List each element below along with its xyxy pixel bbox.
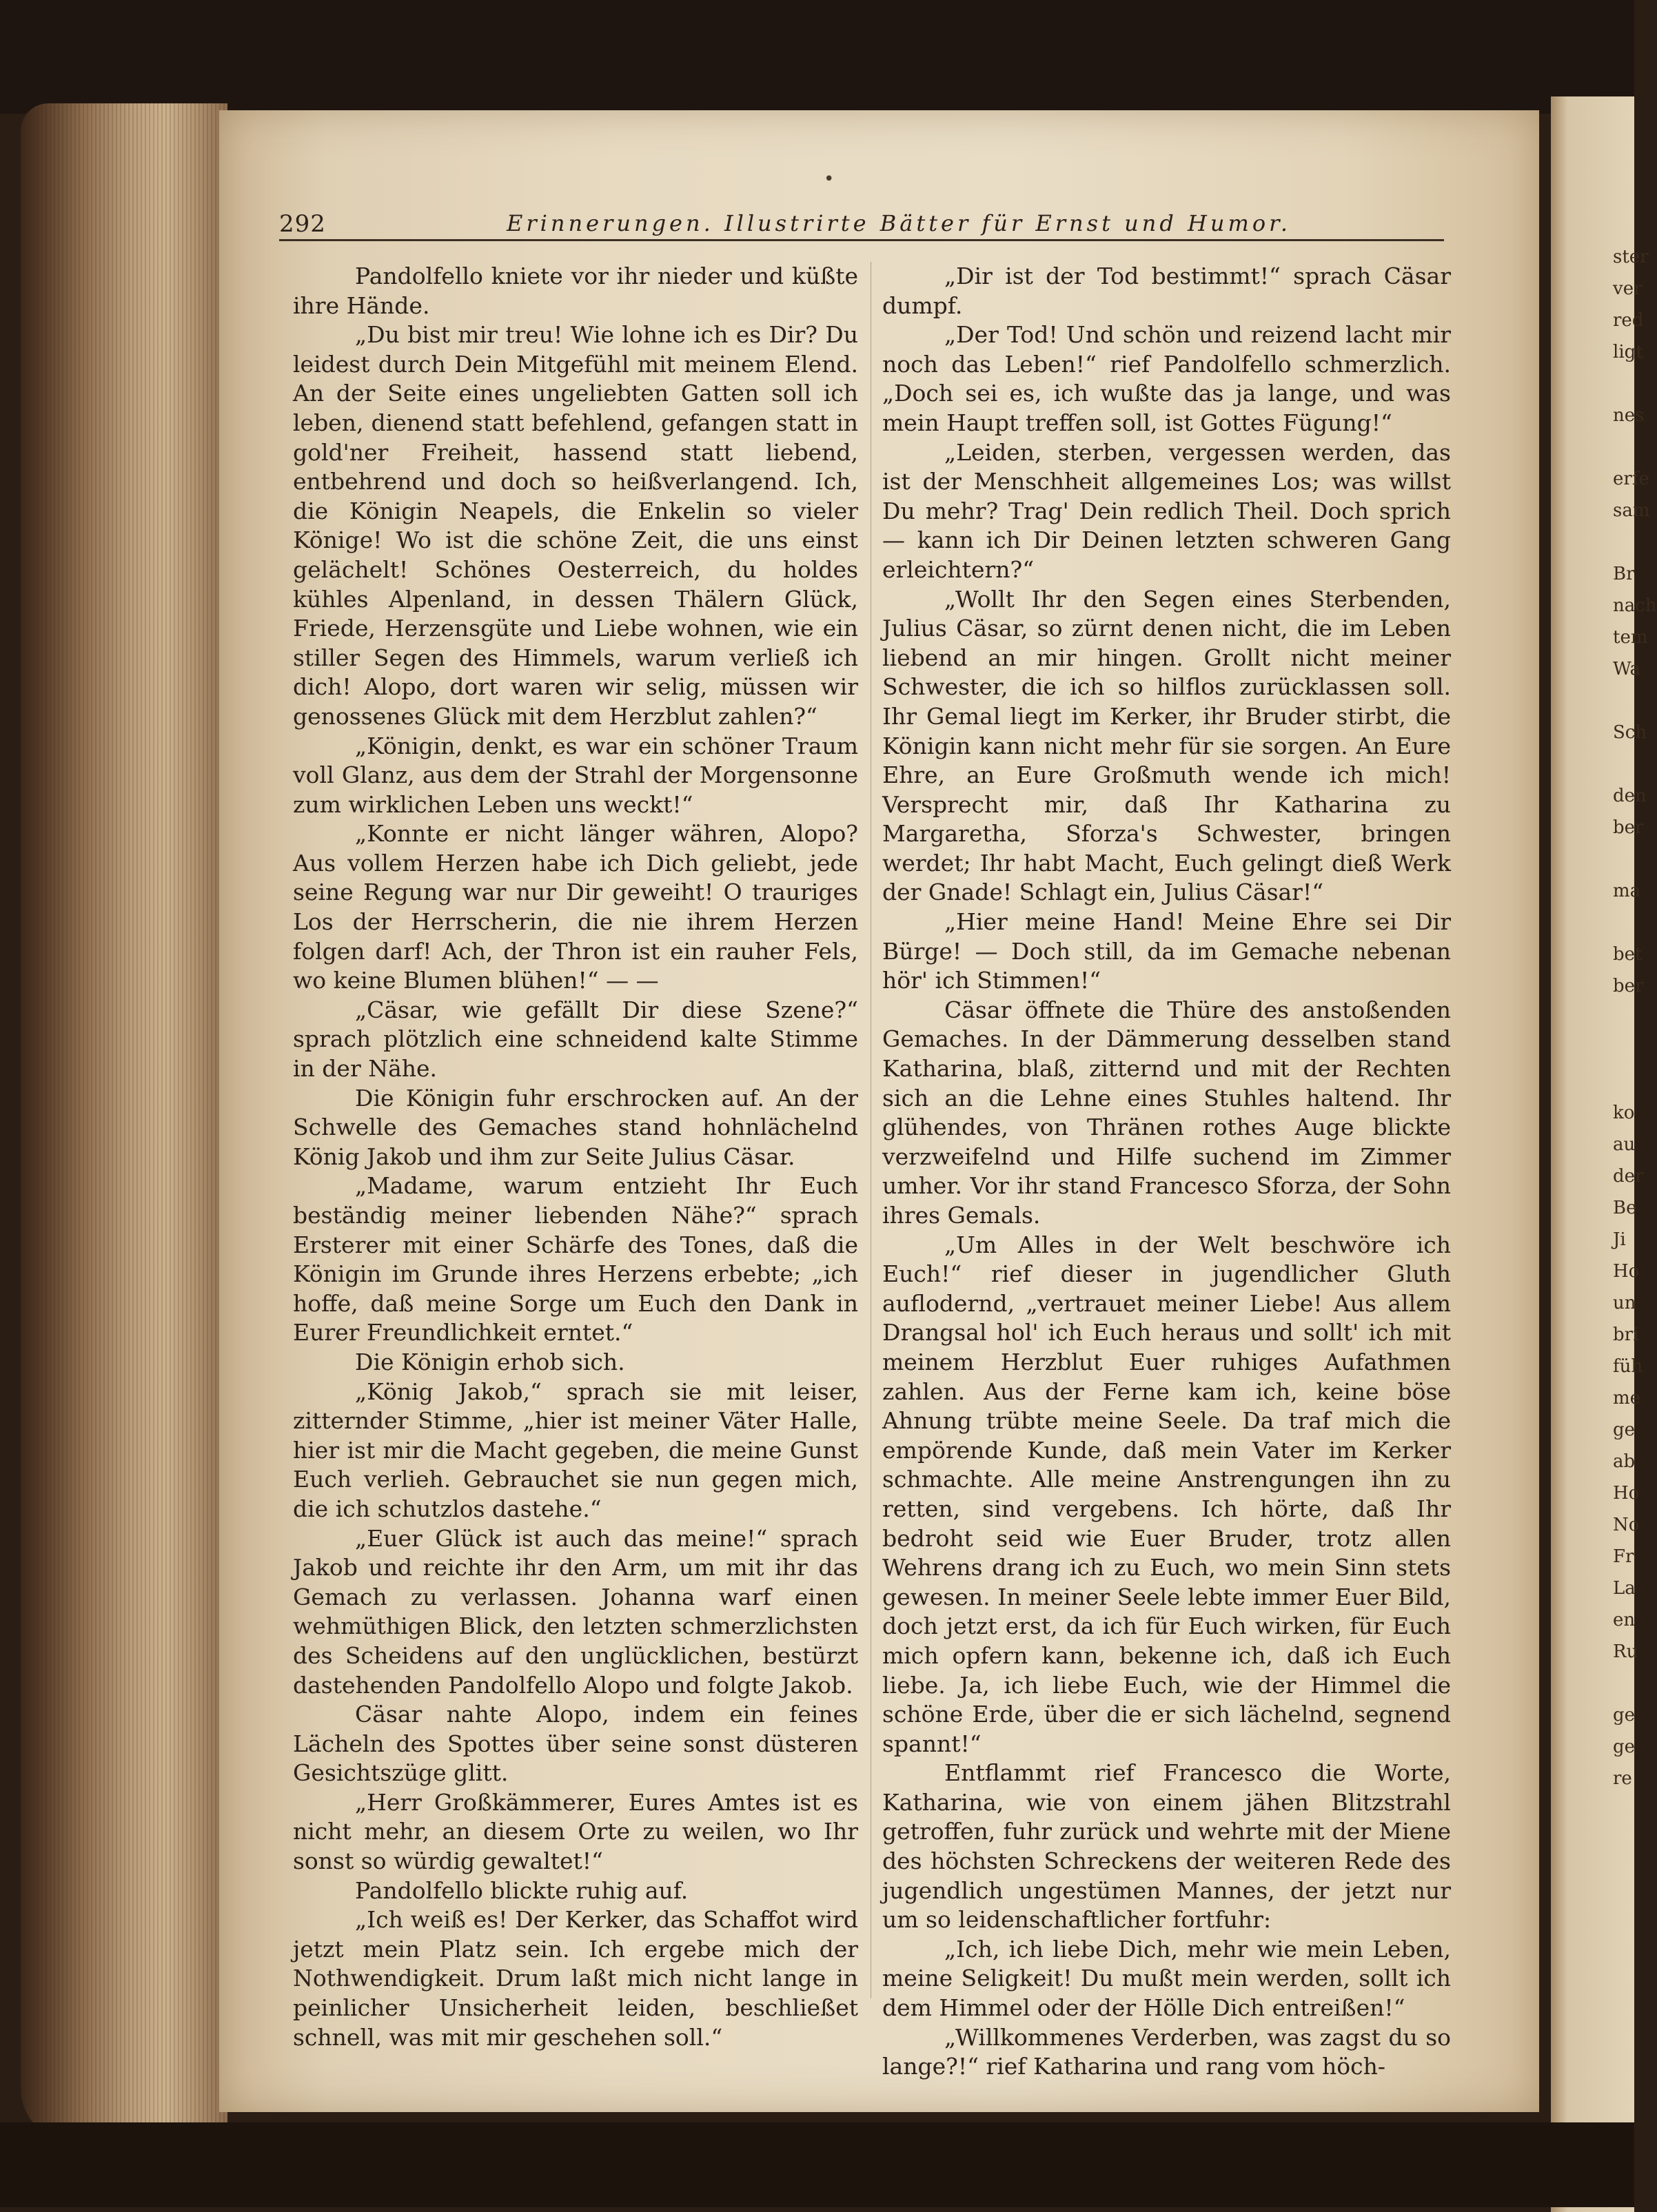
paragraph: „Madame, warum entzieht Ihr Euch beständig meiner liebenden Nähe?“ sprach Ersterer mit einer Schärfe des Tones, daß die Königin im Grunde ihres Herzens erbebte; „ich hoffe, daß meine Sorge um Euch den Dank in Eurer Freundlichkeit erntet.“: [293, 1172, 858, 1346]
next-page-fragment: Ho: [1613, 1261, 1640, 1282]
next-page-fragment: au: [1613, 1134, 1636, 1155]
paragraph: „Herr Großkämmerer, Eures Amtes ist es nicht mehr, an diesem Orte zu weilen, wo Ihr sonst so würdig gewaltet!“: [293, 1788, 858, 1875]
next-page-fragment: ge: [1613, 1420, 1636, 1440]
left-column: [293, 262, 858, 2052]
next-page-fragment: [1551, 1065, 1634, 1097]
paragraph: „Du bist mir treu! Wie lohne ich es Dir? Du leidest durch Dein Mitgefühl mit meinem Elend. An der Seite eines ungeliebten Gatten soll ich leben, dienend statt befehlend, gefangen statt in gold'ner Freiheit, hassend statt liebend, entbehrend und doch so heißverlangend. Ich, die Königin Neapels, die Enkelin so vieler Könige! Wo ist die schöne Zeit, die uns einst gelächelt! Schönes Oesterreich, du holdes kühles Alpenland, in dessen Thälern Glück, Friede, Herzensgüte und Liebe wohnen, wie ein stiller Segen des Himmels, warum verließ ich dich! Alopo, dort waren wir selig, müssen wir genossenes Glück mit dem Herzblut zahlen?“: [293, 321, 858, 730]
page-header: [279, 198, 1444, 241]
next-page-fragment: Ho: [1613, 1483, 1640, 1504]
next-page-fragment: un: [1613, 1293, 1636, 1313]
next-page-fragment: [1551, 431, 1634, 463]
next-page-fragment: sam: [1613, 500, 1650, 521]
next-page-fragment: No: [1613, 1515, 1640, 1535]
next-page-fragment: [1551, 748, 1634, 780]
next-page-fragment: [1551, 1668, 1634, 1699]
next-page-fragment: Br: [1613, 564, 1635, 584]
next-page-fragment: ma: [1613, 881, 1641, 901]
right-column: [882, 262, 1451, 2082]
next-page-fragment: [1551, 907, 1634, 939]
paragraph: „Ich weiß es! Der Kerker, das Schaffot wird jetzt mein Platz sein. Ich ergebe mich der Nothwendigkeit. Drum laßt mich nicht lange in peinlicher Unsicherheit leiden, beschließet schnell, was mit mir geschehen soll.“: [293, 1906, 858, 2051]
running-head: Erinnerungen. Illustrirte Bätter für Ernst und Humor.: [507, 210, 1292, 236]
next-page-fragment: [1551, 368, 1634, 400]
next-page-fragment: ge: [1613, 1705, 1636, 1725]
paragraph: „Um Alles in der Welt beschwöre ich Euch!“ rief dieser in jugendlicher Gluth auflodernd, „vertrauet meiner Liebe! Aus allem Drangsal hol' ich Euch heraus und sollt' ich mit meinem Herzblut Euer ruhiges Aufathmen zahlen. Aus der Ferne kam ich, keine böse Ahnung trübte meine Seele. Da traf mich die empörende Kunde, daß mein Vater im Kerker schmachte. Alle meine Anstrengungen ihn zu retten, sind vergebens. Ich hörte, daß Ihr bedroht seid wie Euer Bruder, trotz allen Wehrens drang ich zu Euch, wo mein Sinn stets gewesen. In meiner Seele lebte immer Euer Bild, doch jetzt erst, da ich für Euch wirken, für Euch mich opfern kann, bekenne ich, daß ich Euch liebe. Ja, ich liebe Euch, wie der Himmel die schöne Erde, über die er sich lächelnd, segnend spannt!“: [882, 1231, 1451, 1757]
paragraph: Die Königin erhob sich.: [355, 1348, 625, 1375]
page-number: 292: [279, 210, 326, 238]
next-page-fragment: Wa: [1613, 659, 1640, 679]
paragraph: „Willkommenes Verderben, was zagst du so lange?!“ rief Katharina und rang vom höch-: [882, 2023, 1451, 2080]
next-page-fragment: bri: [1613, 1324, 1639, 1345]
next-page-fragment: en: [1613, 1610, 1636, 1630]
next-page-fragment: ligt: [1613, 342, 1643, 362]
paragraph: Pandolfello blickte ruhig auf.: [355, 1876, 689, 1904]
next-page-fragment: ko: [1613, 1103, 1635, 1123]
next-page-fragment: [1551, 685, 1634, 717]
next-page-fragment: Fr: [1613, 1546, 1634, 1567]
paragraph: Cäsar nahte Alopo, indem ein feines Lächeln des Spottes über seine sonst düsteren Gesichtszüge glitt.: [293, 1701, 858, 1787]
next-page-fragment: Sch: [1613, 722, 1647, 743]
book-page-edges: [21, 103, 227, 2143]
background-top: [0, 0, 1634, 114]
next-page-fragment: nach: [1613, 595, 1657, 616]
next-page-fragment: der: [1613, 1166, 1644, 1187]
paragraph: „Hier meine Hand! Meine Ehre sei Dir Bürge! — Doch still, da im Gemache nebenan hör' ich Stimmen!“: [882, 908, 1451, 994]
next-page-fragment: [1551, 1034, 1634, 1065]
next-page-fragment: ster: [1613, 247, 1649, 267]
paragraph: „Euer Glück ist auch das meine!“ sprach Jakob und reichte ihr den Arm, um mit ihr das Gemach zu verlassen. Johanna warf einen wehmüthigen Blick, den letzten schmerzlichsten des Scheidens auf den unglücklichen, bestürzt dastehenden Pandolfello Alopo und folgte Jakob.: [293, 1524, 858, 1699]
next-page-fragment: re: [1613, 1768, 1632, 1789]
next-page-fragment: ber: [1613, 817, 1644, 838]
paragraph: „Konnte er nicht länger währen, Alopo? Aus vollem Herzen habe ich Dich geliebt, jede seine Regung war nur Dir geweiht! O trauriges Los der Herrscherin, die nie ihrem Herzen folgen darf! Ach, der Thron ist ein rauher Fels, wo keine Blumen blühen!“ — —: [293, 820, 858, 994]
next-page-fragment: bet: [1613, 944, 1643, 965]
paragraph: „Cäsar, wie gefällt Dir diese Szene?“ sprach plötzlich eine schneidend kalte Stimme in der Nähe.: [293, 996, 858, 1083]
next-page-fragment: La: [1613, 1578, 1636, 1599]
next-page-fragment: füh: [1613, 1356, 1643, 1377]
next-page-fragment: [1551, 843, 1634, 875]
paragraph: „Dir ist der Tod bestimmt!“ sprach Cäsar dumpf.: [882, 263, 1451, 319]
next-page-fragment: me: [1613, 1388, 1641, 1409]
next-page-fragment: Ji: [1613, 1229, 1626, 1250]
paragraph: „König Jakob,“ sprach sie mit leiser, zitternder Stimme, „hier ist meiner Väter Halle, hier ist mir die Macht gegeben, die meine Gunst Euch verlieh. Gebrauchet sie nun gegen mich, die ich schutzlos dastehe.“: [293, 1378, 858, 1522]
paragraph: Pandolfello kniete vor ihr nieder und küßte ihre Hände.: [293, 263, 858, 319]
next-page-fragment: [1551, 526, 1634, 558]
next-page-fragment: Ru: [1613, 1641, 1638, 1662]
next-page-fragment: ver: [1613, 278, 1643, 299]
next-page-fragment: ber: [1613, 976, 1644, 996]
paragraph: Cäsar öffnete die Thüre des anstoßenden Gemaches. In der Dämmerung desselben stand Katharina, blaß, zitternd und mit der Rechten sich an die Lehne eines Stuhles haltend. Ihr glühendes, von Thränen rothes Auge blickte verzweifelnd und Hilfe suchend im Zimmer umher. Vor ihr stand Francesco Sforza, der Sohn ihres Gemals.: [882, 996, 1451, 1229]
page-dot: •: [824, 169, 835, 190]
next-page-edge: [1551, 96, 1657, 2212]
next-page-fragment: Be: [1613, 1198, 1637, 1218]
background-bottom: [0, 2122, 1634, 2207]
paragraph: „Königin, denkt, es war ein schöner Traum voll Glanz, aus dem der Strahl der Morgensonne zum wirklichen Leben uns weckt!“: [293, 732, 858, 818]
next-page-fragment: tem: [1613, 627, 1648, 648]
next-page-fragment: ge: [1613, 1737, 1636, 1757]
next-page-fragment: ab: [1613, 1451, 1636, 1472]
paragraph: „Ich, ich liebe Dich, mehr wie mein Leben, meine Seligkeit! Du mußt mein werden, sollt ich dem Himmel oder der Hölle Dich entreißen!“: [882, 1935, 1451, 2022]
next-page-fragment: erfe: [1613, 469, 1649, 489]
paragraph: Entflammt rief Francesco die Worte, Katharina, wie von einem jähen Blitzstrahl getroffen, fuhr zurück und wehrte mit der Miene des höchsten Schreckens der weiteren Rede des jugendlich ungestümen Mannes, der jetzt nur um so leidenschaftlicher fortfuhr:: [882, 1759, 1451, 1934]
paragraph: „Der Tod! Und schön und reizend lacht mir noch das Leben!“ rief Pandolfello schmerzlich. „Doch sei es, ich wußte das ja lange, und was mein Haupt treffen soll, ist Gottes Fügung!“: [882, 321, 1451, 436]
paragraph: „Leiden, sterben, vergessen werden, das ist der Menschheit allgemeines Los; was willst Du mehr? Trag' Dein redlich Theil. Doch sprich — kann ich Dir Deinen letzten schweren Gang erleichtern?“: [882, 438, 1451, 583]
next-page-fragment: [1551, 1002, 1634, 1034]
paragraph: „Wollt Ihr den Segen eines Sterbenden, Julius Cäsar, so zürnt denen nicht, die im Leben liebend an mir hingen. Grollt nicht meiner Schwester, die ich so hilflos zurücklassen soll. Ihr Gemal liegt im Kerker, ihr Bruder stirbt, die Königin kann nicht mehr für sie sorgen. An Eure Ehre, an Eure Großmuth wende ich mich! Versprecht mir, daß Ihr Katharina zu Margaretha, Sforza's Schwester, bringen werdet; Ihr habt Macht, Euch gelingt dieß Werk der Gnade! Schlagt ein, Julius Cäsar!“: [882, 585, 1451, 906]
paragraph: Die Königin fuhr erschrocken auf. An der Schwelle des Gemaches stand hohnlächelnd König Jakob und ihm zur Seite Julius Cäsar.: [293, 1084, 858, 1170]
next-page-fragment: nes: [1613, 405, 1645, 426]
next-page-fragment: red: [1613, 310, 1644, 331]
next-page-fragment: den: [1613, 786, 1647, 806]
